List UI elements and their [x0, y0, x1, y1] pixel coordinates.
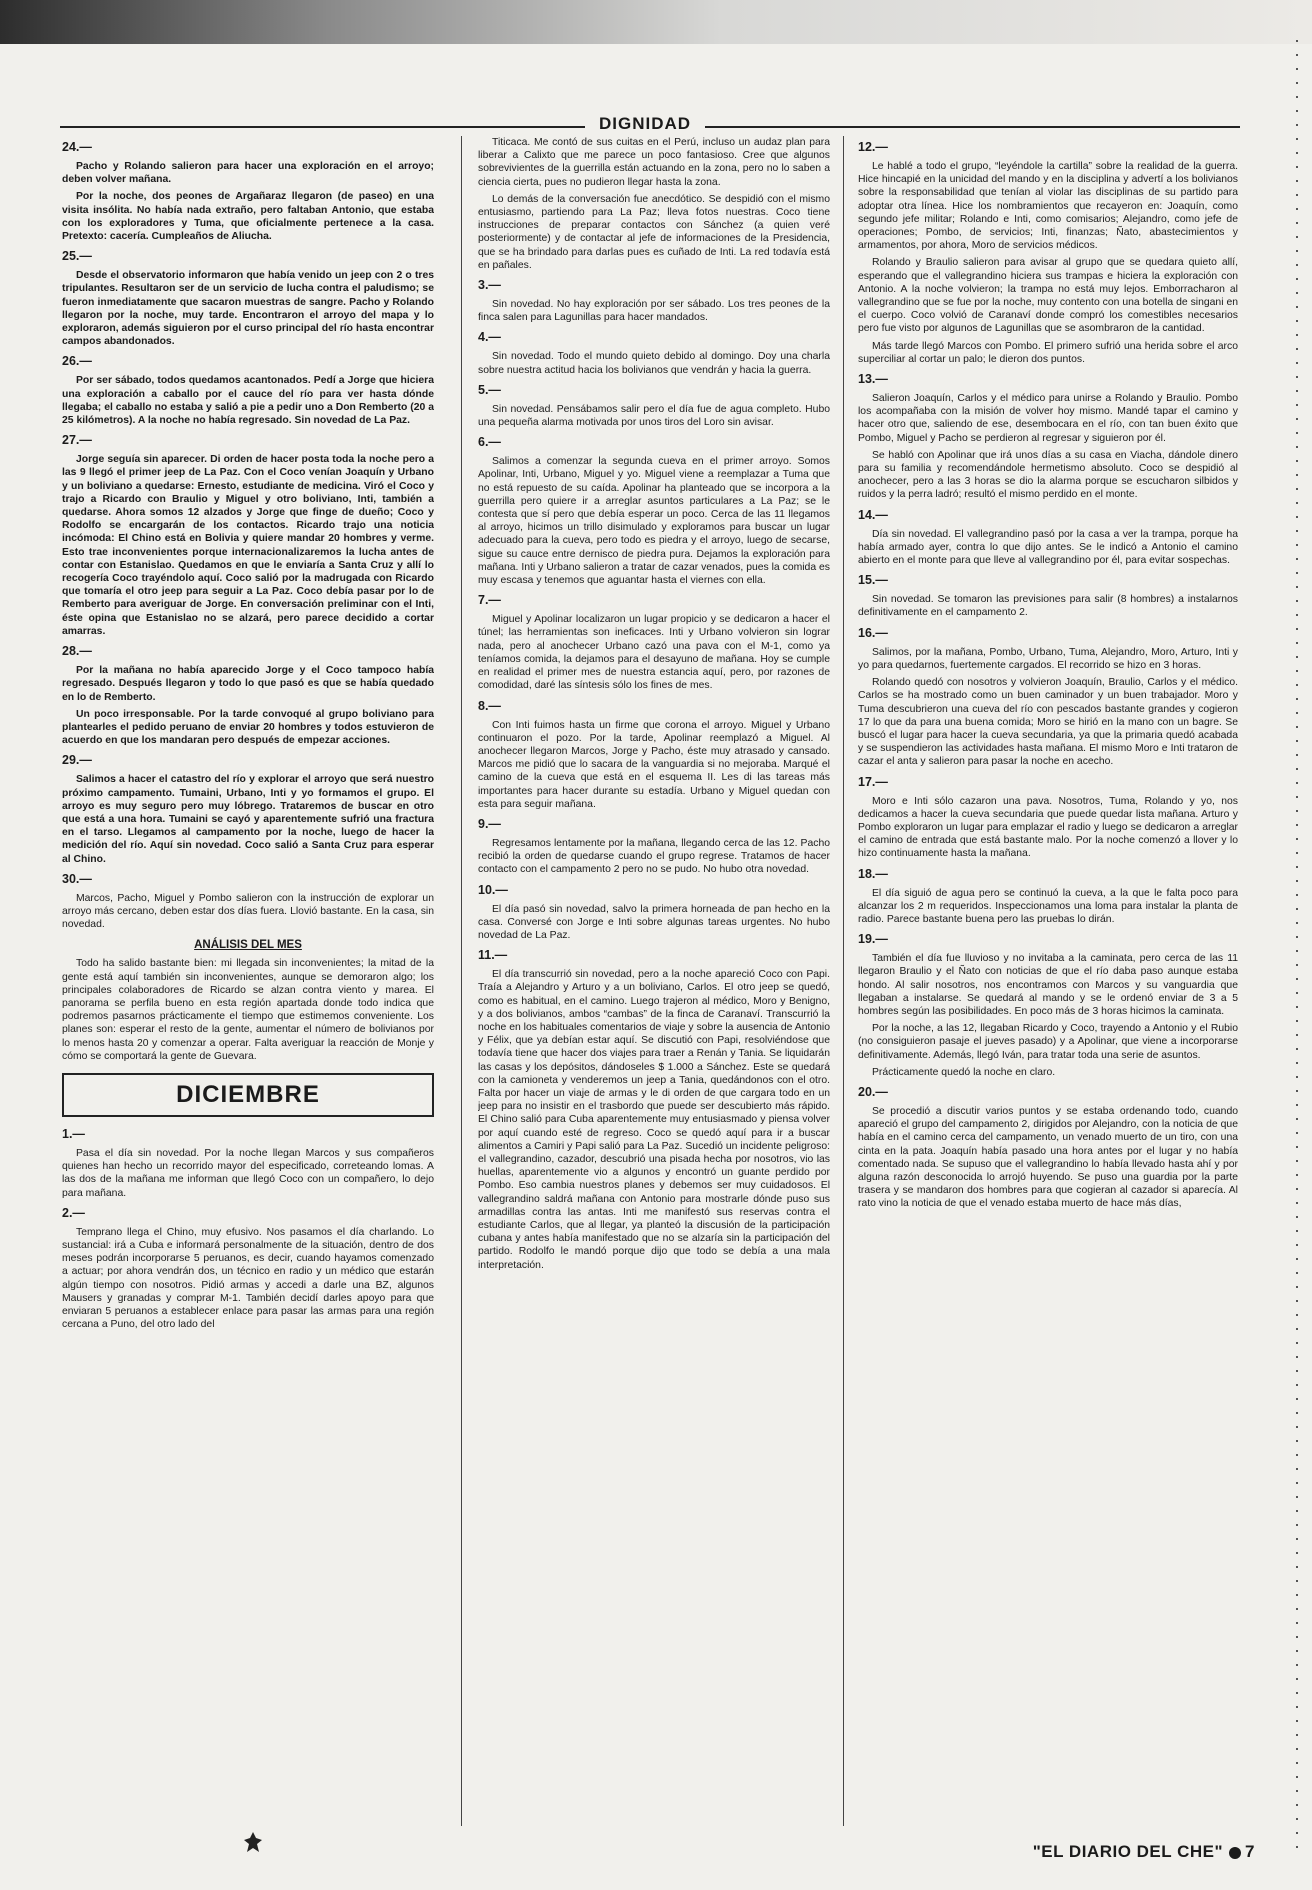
entry-date: 5.— [478, 382, 501, 397]
scan-shadow-band [0, 0, 1312, 44]
entry-paragraph: Por ser sábado, todos quedamos acantonados. Pedí a Jorge que hiciera una exploración a caballo por el cauce del río para ver hasta dónde llegaba; el caballo no estaba y salió a pie a pedir uno a Don Remberto (20 a 25 kilómetros). A la noche no había regresado. Sin novedad de La Paz. [62, 375, 434, 427]
entry-date: 27.— [62, 433, 92, 448]
entry-paragraph: Titicaca. Me contó de sus cuitas en el Perú, incluso un audaz plan para liberar a Calixto que me parece un poco fantasioso. Cree que algunos sobrevivientes de la guerrilla están actuando en la zona, pero no lo saben a ciencia cierta, pues no pudieron llegar hasta la zona. [478, 137, 830, 188]
diary-entry [62, 1206, 434, 1332]
diary-entry [858, 508, 1238, 568]
entry-date: 19.— [858, 932, 888, 947]
diary-entry [62, 872, 434, 932]
entry-paragraph: También el día fue lluvioso y no invitaba a la caminata, pero cerca de las 11 llegaron Braulio y el Ñato con noticias de que el río daba paso aunque estaba hondo. Al salir nosotros, nos encontramos con Marcos y su vanguardia que llegaban a instalarse. Se quedará al mando y se le ordenó enviar de 3 a 5 hombres según las posibilidades. En poco más de 3 horas hicimos la caminata. [858, 953, 1238, 1017]
entry-paragraph: Un poco irresponsable. Por la tarde convoqué al grupo boliviano para plantearles el pedido peruano de enviar 20 hombres y todos estuvieron de acuerdo en que los mandaran pero después de empezar acciones. [62, 708, 434, 747]
entry-paragraph: Se procedió a discutir varios puntos y se estaba ordenando todo, cuando apareció el grupo del campamento 2, dirigidos por Alejandro, con la noticia de que había en el camino cerca del campamento, un venado muerto de un tiro, con una cinta en la pata. Joaquín había pasado una hora antes por el lugar y no había comentado nada. Se supuso que el vallegrandino lo había llevado hasta ahí y por alguna razón desconocida lo arrojó huyendo. Se puso una guardia por la parte trasera y se mandaron dos hombres para que cogieran al cazador si aparecía. Al rato vino la noticia de que el venado estaba muerto de hace más días, [858, 1105, 1238, 1210]
diary-entry [478, 136, 830, 272]
page-number: 7 [1245, 1842, 1255, 1861]
entry-paragraph: Miguel y Apolinar localizaron un lugar propicio y se dedicaron a hacer el túnel; las herramientas son ineficaces. Inti y Urbano volvieron sin lograr nada, pero al anochecer Urbano cazó una pava con el M-1, como ya teníamos comida, la dejamos para el desayuno de mañana. Hoy se cumple en realidad el primer mes de nuestra estancia aquí, pero, por razones de comodidad, daré las síntesis sólo los fines de mes. [478, 614, 830, 692]
diary-entry [478, 883, 830, 943]
entry-paragraph: Pacho y Rolando salieron para hacer una exploración en el arroyo; deben volver mañana. [62, 161, 434, 186]
entry-paragraph: Le hablé a todo el grupo, “leyéndole la cartilla” sobre la realidad de la guerra. Hice hincapié en la unicidad del mando y en la disciplina y advertí a los bolivianos sobre la responsabilidad que tenían al violar las disciplinas de su partido para adoptar otra línea. Hice los nombramientos que recayeron en: Joaquín, como segundo jefe militar; Rolando e Inti, como comisarios; Alejandro, como jefe de operaciones; Pombo, de servicios; Inti, finanzas; Ñato, abastecimientos y armamentos, por ahora, Moro de servicios médicos. [858, 161, 1238, 252]
entry-paragraph: Sin novedad. Se tomaron las previsiones para salir (8 hombres) a instalarnos definitivamente en el campamento 2. [858, 594, 1238, 619]
column-middle [478, 136, 830, 1836]
diary-entry [858, 626, 1238, 769]
entry-paragraph: Salimos, por la mañana, Pombo, Urbano, Tuma, Alejandro, Moro, Arturo, Inti y yo para quedarnos, fuertemente cargados. El recorrido se hizo en 3 horas. [858, 646, 1238, 671]
entry-paragraph: El día pasó sin novedad, salvo la primera horneada de pan hecho en la casa. Conversé con Jorge e Inti sobre algunas tareas urgentes. No hubo novedad de La Paz. [478, 903, 830, 941]
diary-entry [478, 278, 830, 324]
diary-entry [478, 383, 830, 429]
entry-paragraph: Rolando y Braulio salieron para avisar al grupo que se quedara quieto allí, esperando que el vallegrandino hiciera sus trampas e hiciera la exploración con Antonio. A la noche volvieron; la trampa no está muy lejos. Emborracharon al vallegrandino que se fue por la noche, muy contento con una botella de singani en el cuerpo. Coco volvió de Caranaví donde compró los comestibles necesarios pero fue visto por algunos de Lagunillas que se asombraron de la cantidad. [858, 257, 1238, 335]
page-footer [975, 1842, 1255, 1862]
entry-paragraph: Salimos a hacer el catastro del río y explorar el arroyo que será nuestro próximo campamento. Tumaini, Urbano, Inti y yo formamos el grupo. El arroyo es muy seguro pero muy lóbrego. Trataremos de buscar en otro que está a una hora. Tumaini se cayó y aparentemente sufrió una fractura en el tarso. Llegamos al campamento por la noche, luego de hacer la medición del río. Aquí sin novedad. Coco salió a Santa Cruz para esperar al Chino. [62, 774, 434, 865]
entry-paragraph: Pasa el día sin novedad. Por la noche llegan Marcos y sus compañeros quienes han hecho un recorrido mayor del especificado, correteando lomas. A las dos de la mañana me informan que llegó Coco con un compañero, lo dejo para mañana. [62, 1147, 434, 1199]
entry-paragraph: Jorge seguía sin aparecer. Di orden de hacer posta toda la noche pero a las 9 llegó el primer jeep de La Paz. Con el Coco venían Joaquín y Urbano y un boliviano a quedarse: Ernesto, estudiante de medicina. Viró el Coco y trajo a Ricardo con Braulio y Miguel y otro boliviano, Inti, también a quedarse. Ahora somos 12 alzados y Jorge que finge de dueño; Coco y Rodolfo se encargarán de los contactos. Ricardo trajo una noticia incómoda: El Chino está en Bolivia y quiere mandar 20 hombres y verme. Esto trae inconvenientes porque internacionalizaremos la lucha antes de contar con Estanislao. Quedamos en que le enviaría a Santa Cruz y allí lo recogería Coco trayéndolo aquí. Coco salió por la madrugada con Ricardo que tomaría el otro jeep para seguir a La Paz. Coco debía pasar por lo de Remberto para averiguar de Jorge. En conversación preliminar con el Inti, éste opina que Estanislao no se alzará, pero parece decidido a cortar amarras. [62, 454, 434, 637]
entry-date: 6.— [478, 435, 501, 450]
diary-entry [478, 817, 830, 877]
diary-entry [62, 140, 434, 243]
entry-paragraph: Salimos a comenzar la segunda cueva en el primer arroyo. Somos Apolinar, Inti, Urbano, Miguel y yo. Miguel viene a reemplazar a Tuma que no está repuesto de su caída. Apolinar ha planteado que se incorpora a la guerrilla pero quiere ir a arreglar asuntos particulares a La Paz; se le contesta que sí pero que debía esperar un poco. Cerca de las 11 llegamos al arroyo, hicimos un trillo disimulado y exploramos para buscar un lugar adecuado para la cueva, pero todo es piedra y el arroyo, luego de secarse, sigue su cauce entre dernisco de piedra pura. Dejamos la exploración para mañana. Inti y Urbano salieron a tratar de cazar venados, pues la comida es muy escasa y tenemos que aguantar hasta el viernes con ella. [478, 456, 830, 587]
ink-blot-icon [244, 1832, 262, 1854]
diary-entry [62, 1127, 434, 1200]
entry-date: 20.— [858, 1084, 888, 1099]
entry-paragraph: Por la noche, a las 12, llegaban Ricardo y Coco, trayendo a Antonio y el Rubio (no consiguieron pasaje el jueves pasado) y a Apolinar, que viene a incorporarse definitivamente. Además, llegó Iván, para tratar toda una serie de asuntos. [858, 1023, 1238, 1061]
entry-date: 4.— [478, 330, 501, 345]
diary-entry [858, 932, 1238, 1079]
entry-date: 10.— [478, 882, 508, 897]
entry-paragraph: Día sin novedad. El vallegrandino pasó por la casa a ver la trampa, porque ha había armado ayer, contra lo que dijo antes. Se le indicó a Antonio el camino abierto en el monte para que lleve al vallegrandino por él, para evitar sospechas. [858, 528, 1238, 567]
diary-entry [858, 140, 1238, 366]
entry-paragraph: Más tarde llegó Marcos con Pombo. El primero sufrió una herida sobre el arco superciliar al cortar un palo; le dieron dos puntos. [858, 340, 1238, 365]
diary-entry [478, 435, 830, 587]
publication-name: "EL DIARIO DEL CHE" [1032, 1842, 1224, 1861]
entry-date: 14.— [858, 507, 888, 522]
diary-entry [478, 593, 830, 692]
month-heading: DICIEMBRE [62, 1073, 434, 1117]
entry-date: 9.— [478, 816, 501, 831]
entry-paragraph: El día siguió de agua pero se continuó la cueva, a la que le falta poco para alcanzar los 2 m requeridos. Inspeccionamos una loma para instalar la planta de radio. Parece bastante buena pero las pruebas lo dirán. [858, 887, 1238, 925]
entry-paragraph: Sin novedad. Todo el mundo quieto debido al domingo. Doy una charla sobre nuestra actitud hacia los bolivianos que vendrán y hacia la guerra. [478, 351, 830, 376]
perforation-edge [1296, 40, 1298, 1860]
entry-date: 3.— [478, 278, 501, 293]
header-rule [705, 126, 1240, 128]
entry-paragraph: Todo ha salido bastante bien: mi llegada sin inconvenientes; la mitad de la gente está aquí también sin inconvenientes, aunque se demoraron algo; los principales colaboradores de Ricardo se alzan contra viento y marea. El panorama se perfila bueno en esta región apartada donde todo indica que podremos pasarnos prácticamente el tiempo que estimemos conveniente. Los planes son: esperar el resto de la gente, aumentar el número de bolivianos por lo menos hasta 20 y comenzar a operar. Falta averiguar la reacción de Monje y cómo se comportará la gente de Guevara. [62, 958, 434, 1062]
entry-paragraph: El día transcurrió sin novedad, pero a la noche apareció Coco con Papi. Traía a Alejandro y Arturo y a un boliviano, Carlos. El otro jeep se quedó, como es habitual, en el camino. Luego trajeron al médico, Moro y Benigno, y a dos bolivianos, ambos “cambas” de la finca de Caranaví. Transcurrió la noche en los habituales comentarios de viaje y sobre la ausencia de Antonio y Félix, que ya debían estar aquí. Se discutió con Papi, resolviéndose que todavía tiene que hacer dos viajes para traer a Renán y Tania. Se liquidarán las casas y los depósitos, dándoseles $ 1.000 a Sánchez. Este se quedará con la camioneta y venderemos un jeep a Tania, quedándonos con el otro. Falta por hacer un viaje de armas y le di orden de que cargara todo en un jeep para no insistir en el trasbordo que puede ser descubierto más rápido. El Chino salió para Cuba aparentemente muy entusiasmado y piensa volver por aquí cuando esté de regreso. Coco se quedó aquí para ir a buscar alimentos a Camiri y Papi salió para La Paz. Sucedió un incidente peligroso: el vallegrandino, cazador, descubrió una pisada hecha por nosotros, vio las huellas, aparentemente vio a algunos y encontró un guante perdido por Pombo. Eso cambia nuestros planes y debemos ser muy cuidadosos. El vallegrandino saldrá mañana con Antonio para mostrarle dónde puso sus armadillas contra las antas. Inti me manifestó sus reservas contra el estudiante Carlos, que al llegar, ya planteó la discusión de la participación cubana y antes había manifestado que no se alzaría sin la participación del partido. Rodolfo le mandó porque dijo que todo se debía a una mala interpretación. [478, 969, 830, 1271]
diary-entry [858, 573, 1238, 619]
entry-date: 16.— [858, 625, 888, 640]
entry-date: 24.— [62, 140, 92, 154]
entry-date: 17.— [858, 774, 888, 789]
entry-paragraph: Con Inti fuimos hasta un firme que corona el arroyo. Miguel y Urbano continuaron el pozo. Por la tarde, Apolinar reemplazó a Miguel. Al anochecer llegaron Marcos, Jorge y Pacho, éste muy atrasado y cansado. Marcos me pidió que lo sacara de la vanguardia si no mejoraba. Marqué el camino de la cueva que está en el esquema II. Les di las tareas más importantes para hacer durante su estadía. Urbano y Miguel quedan con esta para seguir mañana. [478, 719, 830, 810]
diary-entry [478, 948, 830, 1272]
diary-entry [62, 644, 434, 747]
entry-date: 7.— [478, 593, 501, 608]
diary-entry [858, 775, 1238, 861]
entry-date: 29.— [62, 753, 92, 768]
diary-entry [858, 867, 1238, 927]
entry-date: 28.— [62, 644, 92, 659]
entry-paragraph: Sin novedad. Pensábamos salir pero el día fue de agua completo. Hubo una pequeña alarma motivada por unos tiros del Loro sin avisar. [478, 403, 830, 429]
entry-paragraph: Sin novedad. No hay exploración por ser sábado. Los tres peones de la finca salen para Lagunillas para hacer mandados. [478, 299, 830, 324]
entry-date: 26.— [62, 354, 92, 369]
entry-paragraph: Por la mañana no había aparecido Jorge y el Coco tampoco había regresado. Después llegaron y todo lo que pasó es que se había quedado en lo de Remberto. [62, 665, 434, 703]
entry-paragraph: Salieron Joaquín, Carlos y el médico para unirse a Rolando y Braulio. Pombo los acompañaba con la misión de volver hoy mismo. Mandé tapar el camino y hacer otro que, saliendo de ese, desembocara en el río, con tan buen éxito que Pombo, Miguel y Pacho se perdieron al regresar y siguieron por él. [858, 393, 1238, 444]
entry-date: 8.— [478, 698, 501, 713]
entry-paragraph: Temprano llega el Chino, muy efusivo. Nos pasamos el día charlando. Lo sustancial: irá a Cuba e informará personalmente de la situación, dentro de dos meses podrán incorporarse 5 peruanos, es decir, cuando hayamos comenzado a actuar; por ahora vendrán dos, un técnico en radio y un médico que estarán algún tiempo con nosotros. Pidió armas y accedi a darle una BZ, algunos Mausers y granadas y comprar M-1. También decidí darles apoyo para que enviaran 5 peruanos a establecer enlace para pasar las armas para una región cercana a Puno, del otro lado del [62, 1226, 434, 1331]
diary-entry [858, 372, 1238, 502]
diary-entry [478, 330, 830, 376]
entry-date: 12.— [858, 140, 888, 154]
diary-entry [62, 249, 434, 348]
entry-paragraph: Por la noche, dos peones de Argañaraz llegaron (de paseo) en una visita insólita. No había nada extraño, pero faltaban Antonio, que estaba con los exploradores y Tuma, que oficialmente pertenece a la casa. Pretexto: cacería. Cumpleaños de Aliucha. [62, 191, 434, 243]
entry-date: 11.— [478, 948, 508, 963]
entry-date: 25.— [62, 249, 92, 264]
diary-entry [478, 699, 830, 811]
diary-entry [62, 753, 434, 865]
entry-paragraph: Marcos, Pacho, Miguel y Pombo salieron con la instrucción de explorar un arroyo más cercano, deben estar dos días fuera. Llovió bastante. En la casa, sin novedad. [62, 892, 434, 931]
diary-entry [62, 433, 434, 638]
diary-entry [62, 354, 434, 427]
entry-paragraph: Desde el observatorio informaron que había venido un jeep con 2 o tres tripulantes. Resultaron ser de un servicio de lucha contra el paludismo; se fueron inmediatamente que sacaron muestras de sangre. Pacho y Rolando llegaron por la noche, muy tarde. Encontraron el arroyo del mapa y lo exploraron, además siguieron por el curso principal del río hasta encontrar campos abandonados. [62, 270, 434, 348]
entry-date: 15.— [858, 573, 888, 588]
column-left [62, 136, 434, 1836]
column-divider [843, 136, 844, 1826]
column-divider [461, 136, 462, 1826]
entry-paragraph: Se habló con Apolinar que irá unos días a su casa en Viacha, dándole dinero para su familia y recomendándole hermetismo absoluto. Coco se despidió al anochecer, pero a las 3 horas se dio la alarma porque se escucharon silbidos y ruidos y la perra ladró; resultó el mismo perdido en el monte. [858, 449, 1238, 501]
entry-date: 1.— [62, 1126, 85, 1141]
diary-entry [62, 939, 434, 1063]
bullet-icon [1229, 1847, 1241, 1859]
entry-paragraph: Rolando quedó con nosotros y volvieron Joaquín, Braulio, Carlos y el médico. Carlos se ha mostrado como un buen caminador y un buen trabajador. Moro y Tuma descubrieron una cueva del río con pescados bastante grandes y cogieron 17 lo que da para una buena comida; Moro se hirió en la mano con un bagre. Se buscó el lugar para hacer la cueva secundaria, ya que la primaria quedó acabada y se suspendieron las actividades hasta mañana. El mismo Moro e Inti trataron de cazar el anta y salieron para pasar la noche en acecho. [858, 677, 1238, 768]
entry-date: 18.— [858, 866, 888, 881]
entry-paragraph: Lo demás de la conversación fue anecdótico. Se despidió con el mismo entusiasmo, partiendo para La Paz; lleva fotos nuestras. Coco tiene instrucciones de preparar contactos con Sánchez (a quien veré posteriormente) y de contactar al jefe de informaciones de la Presidencia, que se ha brindado para darlas pues es cuñado de Inti. La red todavía está en pañales. [478, 193, 830, 271]
header-rule [60, 126, 585, 128]
entry-date: 30.— [62, 871, 92, 886]
diary-entry [858, 1085, 1238, 1211]
page-masthead: DIGNIDAD [598, 114, 692, 133]
entry-date: 2.— [62, 1205, 85, 1220]
entry-paragraph: Moro e Inti sólo cazaron una pava. Nosotros, Tuma, Rolando y yo, nos dedicamos a hacer la cueva secundaria que puede quedar lista mañana. Arturo y Pombo exploraron un lugar para emplazar el radio y luego se dedicaron a arreglar el camino de entrada que está bastante malo. Por la noche comenzó a llover y lo hizo continuamente hasta la mañana. [858, 795, 1238, 860]
entry-date: 13.— [858, 372, 888, 387]
entry-paragraph: Regresamos lentamente por la mañana, llegando cerca de las 12. Pacho recibió la orden de quedarse cuando el grupo regrese. Tratamos de hacer contacto con el campamento 2 pero no se pudo. No hubo otra novedad. [478, 837, 830, 876]
entry-paragraph: Prácticamente quedó la noche en claro. [872, 1066, 1056, 1078]
column-right [858, 136, 1238, 1836]
section-title: ANÁLISIS DEL MES [194, 939, 302, 952]
